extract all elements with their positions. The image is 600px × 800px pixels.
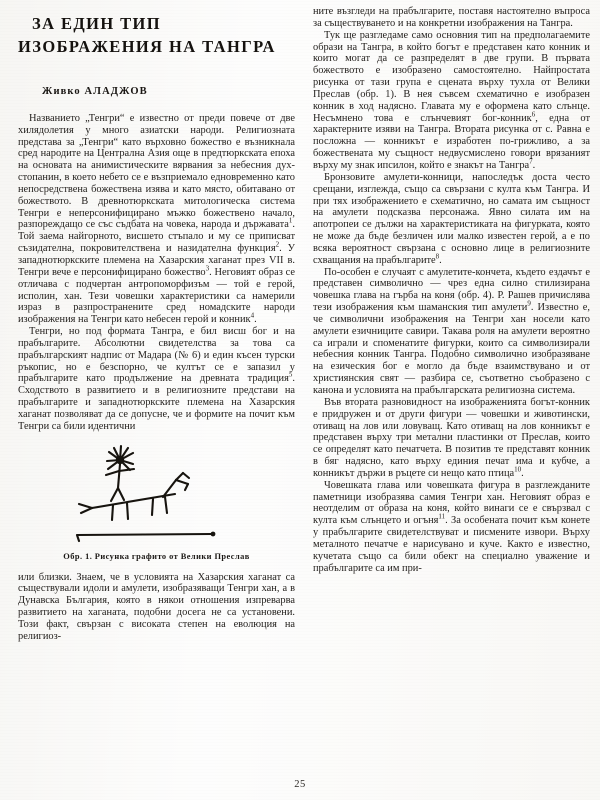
footnote-ref: 2 [275, 240, 280, 249]
paragraph [18, 113, 295, 326]
paragraph [313, 397, 590, 480]
paragraph [313, 480, 590, 575]
right-column-body [313, 6, 590, 575]
footnote-ref: 8 [435, 252, 440, 261]
paragraph [18, 572, 295, 643]
paragraph-text: . Сходството в развитието и в религиозните представи на прабългарите и западнотюркските племена на Хазарския хаганат позволяват да се допусне, че и формите на почит към Тенгри са били идентични [18, 373, 295, 432]
paragraph-text: или близки. Знаем, че в условията на Хазарския хаганат са съществували идоли и амулети, изобразяващи Тенгри хан, а в Дунавска България, която в някои отношения изпреварва развитието на хаганата, подобни досега не са установени. Този факт, свързан с високата степен на еволюция на религиоз- [18, 571, 295, 642]
footnote-ref: 3 [205, 264, 210, 273]
paragraph-text: Тенгри, но под формата Тангра, е бил висш бог и на прабългарите. Абсолютни свидетелства за това са прабългарският надпис от Мадара (№ 6) и един късен турски ръкопис, но е безспорно, че култът се е запазил у прабългарите като продължение на древната традиция [18, 326, 295, 385]
paragraph-text: . За особената почит към конете у прабългарите свидетелствуват и писмените извори. Върху металното печатче е нарисувано и куче. Както е известно, кучетата също са били обект на специално уважение и прабългарите са им при- [313, 515, 590, 574]
footnote-ref: 7 [529, 157, 533, 166]
footnote-ref: 5 [288, 370, 293, 379]
figure-1 [18, 442, 295, 561]
paragraph-text: . У западнотюркските племена на Хазарския хаганат през VII в. Тенгри вече е персонифицирано божество [18, 243, 295, 278]
author-name: Живко АЛАДЖОВ [42, 85, 148, 97]
paragraph-text: Бронзовите амулети-конници, напоследък доста често срещани, изглежда, също са свързани с култа към Тангра. И при тях изображението е схематично, но самата им същност на амулети подсказва персонажа. Явно силата им на апотропеи се дължи на характеристиката на фигурката, която не може да бъде безличен или малко известен герой, а е по всяка вероятност свързана с основно лице в религиозните схващания на прабългарите [313, 171, 590, 266]
left-column-body-after-figure [18, 572, 295, 643]
left-column-body [18, 113, 295, 433]
paragraph-text: . Неговият образ се отличава с подчертан антропоморфизъм — той е герой, исполин, хан. Тези човешки характеристики са намерили израз в разпространените сред номадските народи изображения на Тенгри като небесен герой и конник [18, 266, 295, 326]
paragraph-text: Тук ще разгледаме само основния тип на предполагаемите образи на Тангра, в който богът е представен като конник и които могат да се разпределят в две групи. В първата божеството е изобразено самостоятелно. Найпростата рисунка от тази група е сцената върху тухла от Велики Преслав (обр. 1). В нея съвсем схематично е изобразен конник в ход надясно. Главата му е оформена като слънце. Несъмнено това е слънчевият бог-конник [313, 29, 590, 124]
figure-caption: Обр. 1. Рисунка графито от Велики Преслав [63, 551, 250, 561]
footnote-ref: 6 [531, 110, 536, 119]
page-number: 25 [294, 779, 306, 790]
paragraph-text: . [254, 314, 257, 326]
title-line-1: ЗА ЕДИН ТИП [32, 14, 161, 33]
paragraph-text: Във втората разновидност на изображенията богът-конник е придружен и от други фигури — човешки и животински, отиващ на лов или ловуващ. Като отиващ на лов конникът е представен върху три метални пластинки от Преслав, които се определят като печатчета. В позитив те представят конник в бяг надясно, като върху единия печат има и кубче, а конникът държи в ръцете си нещо като птица [313, 396, 590, 479]
right-column [313, 0, 590, 775]
title-line-2: ИЗОБРАЖЕНИЯ НА ТАНГРА [18, 37, 276, 57]
page-title [18, 12, 295, 59]
paragraph [313, 267, 590, 397]
paragraph [313, 30, 590, 172]
paragraph-text: . Известно е, че символични изображения на Тенгри хан носели като амулети езичниците савири. Такава роля на амулети вероятно са играли и споменатите фигурки, които са символизирали небесния конник Тангра. Подобно символично изобразяване на езическия бог е могло да бъде взаимствувано и от християнския свят — разбира се, съответно съобразено с канона и условията на прабългарската религиозна система. [313, 302, 590, 396]
footnote-ref: 1 [288, 216, 293, 225]
paragraph-text: ните възгледи на прабългарите, поставя настоятелно въпроса за съществуването и на конкретни изображения на Тангра. [313, 6, 590, 29]
left-column [18, 0, 295, 775]
paragraph [313, 6, 590, 30]
paragraph-text: . [532, 159, 536, 171]
graffito-rider-drawing [57, 442, 257, 547]
paragraph-text: По-особен е случаят с амулетите-кончета, където ездачът е представен символично — чрез една силно стилизирана човешка глава на гърба на коня (обр. 4). Р. Рашев причислява тези изображения към шаманския тип амулети [313, 266, 590, 314]
paragraph [313, 172, 590, 267]
paragraph-text: Човешката глава или човешката фигура в разглежданите паметници изобразява самия Тенгри хан. Неговият образ е неотделим от образа на коня, който винаги се е свързвал с култа към слънцето и огъня [313, 479, 590, 527]
paragraph-text: . [521, 467, 524, 479]
footnote-ref: 10 [514, 465, 522, 474]
paragraph [18, 326, 295, 433]
paragraph-text: , една от характерните изяви на Тангра. Втората рисунка от с. Равна е посложна — конникът е изработен по-грижливо, а за божествената му същност недвусмислено говори врязаният върху му знак ипсилон, който е знакът на Тангра [313, 112, 590, 171]
paragraph-text: Названието „Тенгри“ е известно от преди повече от две хилядолетия у много азиатски народи. Религиозната представа за „Тенгри“ като върховно божество е възникнала сред народите на Централна Азия още в предтюркската епоха на основата на анимистическите вярвания за небесния дух-стопанин, в което небето се е възприемало едновременно като непосредствена божествена изява и като място, обитавано от божеството. В древнотюркската митологическа система Тенгри е неперсонифицирано мъжко божествено начало, разпореждащо се със съдбата на човека, народа и държавата [18, 112, 295, 231]
paragraph-text: . Той заема найгорното, висшето стъпало и му се приписват съзидателна, покровителствена и назидателна функция [18, 219, 295, 255]
footnote-ref: 11 [438, 512, 446, 521]
footnote-ref: 4 [250, 311, 255, 320]
footnote-ref: 9 [527, 299, 531, 308]
paragraph-text: . [439, 254, 442, 266]
